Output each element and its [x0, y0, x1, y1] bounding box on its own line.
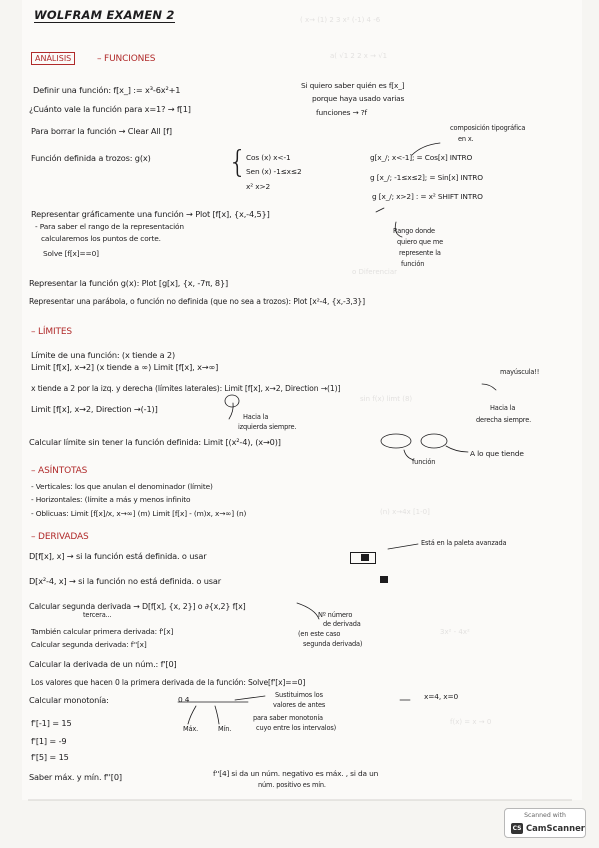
note-line: segunda derivada) — [303, 640, 363, 648]
note-line: g [x_/; x>2] : = x² SHIFT INTRO — [372, 192, 483, 201]
note-line: calcularemos los puntos de corte. — [41, 234, 161, 243]
note-line: quiero que me — [397, 238, 443, 246]
note-line: f'[-1] = 15 — [31, 718, 72, 728]
note-line: Cos (x) x<-1 — [246, 153, 291, 162]
section-asintotas: – ASÍNTOTAS — [31, 466, 88, 476]
note-line: de derivada — [323, 620, 361, 628]
note-line: Máx. — [183, 725, 199, 733]
note-line: g [x_/; -1≤x≤2]; = Sin[x] INTRO — [370, 173, 483, 182]
note-line: g[x_/; x<-1]; = Cos[x] INTRO — [370, 153, 473, 162]
note-line: Si quiero saber quién es f[x_] — [301, 81, 405, 90]
note-line: represente la — [399, 249, 441, 257]
section-derivadas: – DERIVADAS — [31, 532, 89, 542]
note-line: Rango donde — [393, 227, 435, 235]
note-line: Sustituimos los — [275, 691, 323, 699]
note-line: f'[5] = 15 — [31, 752, 69, 762]
note-line: f''[4] si da un núm. negativo es máx. , si da un — [213, 769, 379, 778]
note-line: composición tipográfica — [450, 124, 526, 132]
note-line: Calcular segunda derivada → D[f[x], {x, 2}] o ∂{x,2} f[x] — [29, 602, 246, 611]
note-line: izquierda siempre. — [238, 423, 297, 431]
note-line: Representar la función g(x): Plot [g[x], {x, -7π, 8}] — [29, 278, 229, 288]
note-line: Definir una función: f[x_] := x³-6x²+1 — [33, 85, 181, 95]
note-line: - Oblicuas: Limit [f[x]/x, x→∞] (m) Limit [f[x] - (m)x, x→∞] (n) — [31, 509, 247, 518]
note-line: derecha siempre. — [476, 416, 532, 424]
note-line: Calcular límite sin tener la función definida: Limit [(x²-4), (x→0)] — [29, 437, 281, 447]
note-line: Limit [f[x], x→2, Direction →(-1)] — [31, 404, 158, 414]
note-line: Representar una parábola, o función no definida (que no sea a trozos): Plot [x²-4, {x,-3,3}] — [29, 297, 365, 306]
note-line: porque haya usado varias — [312, 94, 405, 103]
curly-brace: { — [228, 145, 248, 180]
note-line: ¿Cuánto vale la función para x=1? → f[1] — [29, 104, 191, 114]
note-line: f'[1] = -9 — [31, 736, 67, 746]
section-limites: – LÍMITES — [31, 327, 72, 337]
note-line: x=4, x=0 — [424, 692, 459, 701]
note-line: función — [401, 260, 425, 268]
camscanner-badge — [504, 808, 586, 838]
note-line: Calcular monotonía: — [29, 695, 109, 705]
note-line: - Horizontales: (límite a más y menos infinito — [31, 495, 191, 504]
sign-chart-signs: 0 4 — [178, 695, 190, 704]
note-line: en x. — [458, 135, 474, 143]
note-line: Nº número — [318, 611, 353, 619]
section-analisis: ANÁLISIS — [31, 52, 75, 65]
note-line: D[f[x], x] → si la función está definida. o usar — [29, 551, 207, 561]
page-title: WOLFRAM EXAMEN 2 — [34, 8, 175, 22]
note-line: Los valores que hacen 0 la primera derivada de la función: Solve[f'[x]==0] — [31, 678, 306, 687]
note-line: Función definida a trozos: g(x) — [31, 153, 151, 163]
note-line: - Verticales: los que anulan el denominador (límite) — [31, 482, 213, 491]
note-line: D[x²-4, x] → si la función no está definida. o usar — [29, 576, 221, 586]
note-line: tercera... — [83, 611, 112, 619]
note-line: valores de antes — [273, 701, 326, 709]
note-line: (en este caso — [298, 630, 341, 638]
note-line: Límite de una función: (x tiende a 2) — [31, 350, 176, 360]
note-line: Limit [f[x], x→2] (x tiende a ∞) Limit [f[x], x→∞] — [31, 362, 219, 372]
note-line: funciones → ?f — [316, 108, 368, 117]
note-line: x tiende a 2 por la izq. y derecha (límites laterales): Limit [f[x], x→2, Direction →(1)] — [31, 384, 341, 393]
note-line: Saber máx. y mín. f''[0] — [29, 772, 122, 782]
note-line: Calcular segunda derivada: f''[x] — [31, 640, 147, 649]
note-line: Hacia la — [490, 404, 516, 412]
note-line: También calcular primera derivada: f'[x] — [31, 627, 174, 636]
note-line: Sen (x) -1≤x≤2 — [246, 167, 302, 176]
note-line: cuyo entre los intervalos) — [256, 724, 337, 732]
note-line: mayúscula!! — [500, 368, 540, 376]
note-line: Calcular la derivada de un núm.: f'[0] — [29, 659, 177, 669]
note-line: Para borrar la función → Clear All [f] — [31, 126, 172, 136]
note-line: x² x>2 — [246, 182, 271, 191]
note-line: Hacia la — [243, 413, 269, 421]
camscanner-logo-icon: CS — [512, 825, 522, 832]
note-line: para saber monotonía — [253, 714, 323, 722]
note-line: Mín. — [218, 725, 232, 733]
note-line: A lo que tiende — [470, 449, 524, 458]
note-line: función — [412, 458, 436, 466]
badge-brand: CamScanner — [526, 823, 585, 833]
note-line: Representar gráficamente una función → Plot [f[x], {x,-4,5}] — [31, 209, 270, 219]
note-line: Está en la paleta avanzada — [421, 539, 507, 547]
section-funciones: – FUNCIONES — [97, 54, 156, 64]
badge-caption: Scanned with — [524, 812, 566, 819]
note-line: - Para saber el rango de la representación — [35, 222, 184, 231]
note-line: Solve [f[x]==0] — [43, 249, 99, 258]
note-line: núm. positivo es mín. — [258, 781, 326, 789]
